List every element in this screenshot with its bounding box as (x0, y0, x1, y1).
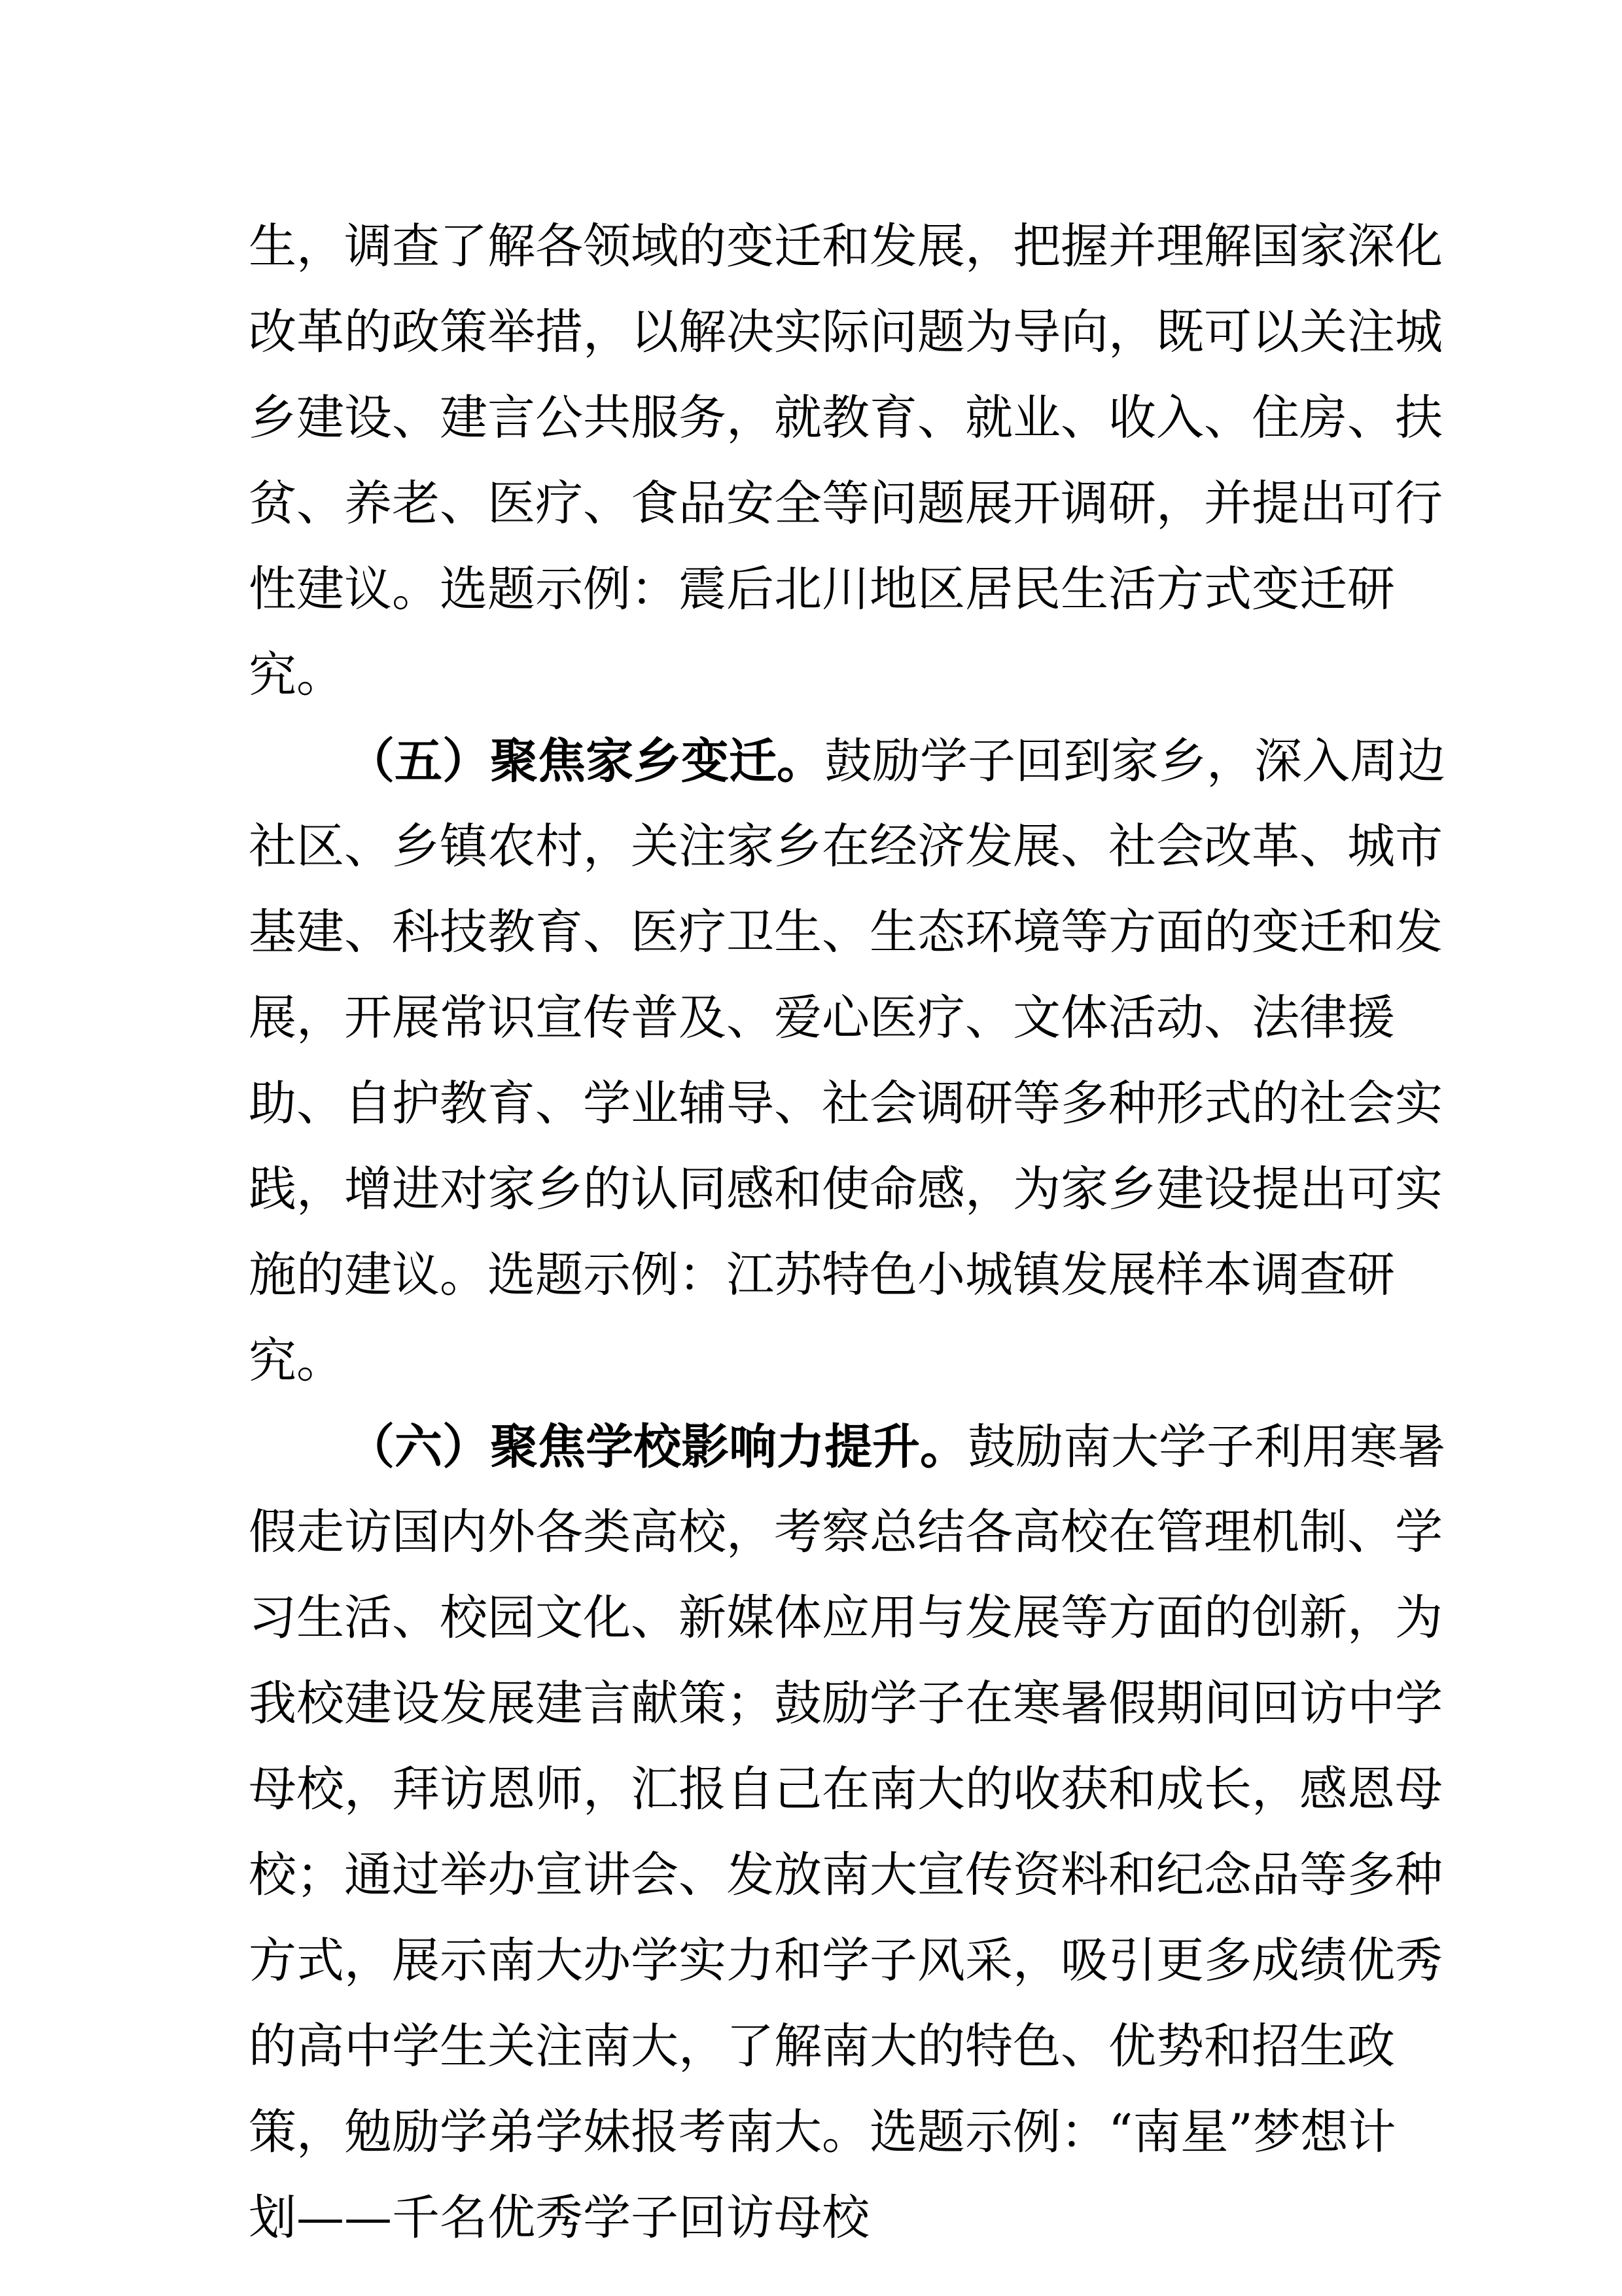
paragraph-line: 母校，拜访恩师，汇报自己在南大的收获和成长，感恩母 (249, 1761, 1443, 1817)
section-6-heading: （六）聚焦学校影响力提升。 (347, 1419, 968, 1475)
paragraph-line: 究。 (249, 647, 344, 703)
paragraph-line: 贫、养老、医疗、食品安全等问题展开调研，并提出可行 (249, 476, 1443, 531)
section-6-first-line-text: 鼓励南大学子利用寒暑 (968, 1419, 1445, 1475)
paragraph-line: 基建、科技教育、医疗卫生、生态环境等方面的变迁和发 (249, 904, 1443, 960)
paragraph-line: 方式，展示南大办学实力和学子风采，吸引更多成绩优秀 (249, 1933, 1443, 1988)
paragraph-line: 社区、乡镇农村，关注家乡在经济发展、社会改革、城市 (249, 819, 1443, 874)
paragraph-line: 践，增进对家乡的认同感和使命感，为家乡建设提出可实 (249, 1161, 1443, 1217)
paragraph-line: 施的建议。选题示例：江苏特色小城镇发展样本调查研 (249, 1247, 1395, 1303)
paragraph-line: 我校建设发展建言献策；鼓励学子在寒暑假期间回访中学 (249, 1676, 1443, 1731)
paragraph-line: 改革的政策举措，以解决实际问题为导向，既可以关注城 (249, 304, 1443, 360)
section-5-first-line-text: 鼓励学子回到家乡，深入周边 (824, 733, 1445, 789)
paragraph-line: 生，调查了解各领域的变迁和发展，把握并理解国家深化 (249, 219, 1443, 274)
paragraph-line: 的高中学生关注南大，了解南大的特色、优势和招生政 (249, 2019, 1395, 2074)
paragraph-line: 校；通过举办宣讲会、发放南大宣传资料和纪念品等多种 (249, 1847, 1443, 1903)
section-5-heading: （五）聚焦家乡变迁。 (347, 733, 824, 789)
paragraph-line: 展，开展常识宣传普及、爱心医疗、文体活动、法律援 (249, 990, 1395, 1046)
paragraph-line: 乡建设、建言公共服务，就教育、就业、收入、住房、扶 (249, 390, 1443, 446)
section-6-first-line (347, 1401, 1445, 1492)
paragraph-line: 究。 (249, 1333, 344, 1388)
paragraph-line: 习生活、校园文化、新媒体应用与发展等方面的创新，为 (249, 1590, 1443, 1646)
paragraph-line: 性建议。选题示例：震后北川地区居民生活方式变迁研 (249, 561, 1395, 617)
paragraph-line: 策，勉励学弟学妹报考南大。选题示例：“南星”梦想计 (249, 2104, 1396, 2160)
paragraph-line: 假走访国内外各类高校，考察总结各高校在管理机制、学 (249, 1504, 1443, 1560)
section-5-first-line (347, 715, 1445, 807)
paragraph-line: 助、自护教育、学业辅导、社会调研等多种形式的社会实 (249, 1076, 1443, 1131)
paragraph-line: 划——千名优秀学子回访母校 (249, 2190, 870, 2246)
